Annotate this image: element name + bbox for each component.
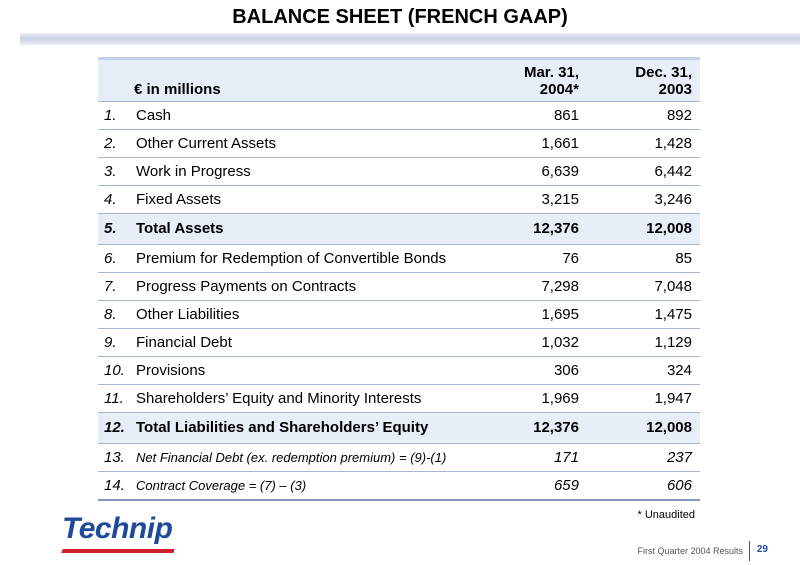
value-mar-2004: 6,639: [474, 157, 587, 185]
value-mar-2004: 1,661: [474, 129, 587, 157]
table-row: [98, 300, 700, 328]
row-label: Total Liabilities and Shareholders’ Equity: [134, 412, 474, 443]
column-header-dec-2003-line2: 2003: [658, 80, 692, 98]
table-row: [98, 471, 700, 500]
table-row: [98, 384, 700, 412]
row-label: Financial Debt: [134, 328, 474, 356]
row-label: Shareholders’ Equity and Minority Interests: [134, 384, 474, 412]
value-mar-2004: 306: [474, 356, 587, 384]
value-mar-2004: 3,215: [474, 185, 587, 213]
unit-label: € in millions: [134, 80, 221, 98]
footnote-unaudited: * Unaudited: [637, 509, 695, 521]
table-row: [98, 157, 700, 185]
row-number: 7.: [98, 272, 134, 300]
value-mar-2004: 12,376: [474, 412, 587, 443]
value-mar-2004: 659: [474, 471, 587, 500]
value-dec-2003: 3,246: [587, 185, 700, 213]
row-number: 3.: [98, 157, 134, 185]
row-label: Net Financial Debt (ex. redemption premium) = (9)-(1): [134, 443, 474, 471]
table-header-row: [98, 60, 700, 101]
footer-separator: [749, 541, 750, 561]
value-dec-2003: 237: [587, 443, 700, 471]
row-number: 2.: [98, 129, 134, 157]
footer-caption: First Quarter 2004 Results: [637, 546, 743, 556]
table-row: [98, 213, 700, 244]
value-dec-2003: 1,475: [587, 300, 700, 328]
table-row: [98, 185, 700, 213]
row-number: 11.: [98, 384, 134, 412]
page-number: 29: [756, 544, 768, 555]
value-dec-2003: 1,428: [587, 129, 700, 157]
row-label: Total Assets: [134, 213, 474, 244]
column-header-mar-2004: [474, 60, 587, 101]
logo-text: Technip: [62, 512, 173, 545]
row-label: Fixed Assets: [134, 185, 474, 213]
row-label: Other Current Assets: [134, 129, 474, 157]
row-number: 4.: [98, 185, 134, 213]
row-number: 1.: [98, 101, 134, 129]
table-row: [98, 328, 700, 356]
row-number: 14.: [98, 471, 134, 500]
row-number: 5.: [98, 213, 134, 244]
technip-logo: [62, 512, 172, 546]
column-header-dec-2003: [587, 60, 700, 101]
table-row: [98, 101, 700, 129]
row-number: 8.: [98, 300, 134, 328]
balance-sheet-table-container: [98, 57, 700, 501]
value-dec-2003: 85: [587, 244, 700, 272]
value-mar-2004: 1,695: [474, 300, 587, 328]
balance-sheet-table: [98, 57, 700, 501]
row-label: Cash: [134, 101, 474, 129]
column-header-mar-2004-line2: 2004*: [539, 80, 579, 98]
value-dec-2003: 606: [587, 471, 700, 500]
value-dec-2003: 12,008: [587, 213, 700, 244]
row-number: 10.: [98, 356, 134, 384]
column-header-dec-2003-line1: Dec. 31,: [635, 63, 692, 81]
column-header-mar-2004-line1: Mar. 31,: [523, 63, 579, 81]
row-label: Other Liabilities: [134, 300, 474, 328]
value-mar-2004: 7,298: [474, 272, 587, 300]
table-row: [98, 244, 700, 272]
table-row: [98, 443, 700, 471]
value-mar-2004: 1,969: [474, 384, 587, 412]
table-row: [98, 272, 700, 300]
row-label: Provisions: [134, 356, 474, 384]
value-mar-2004: 76: [474, 244, 587, 272]
row-number: 9.: [98, 328, 134, 356]
value-dec-2003: 6,442: [587, 157, 700, 185]
row-label: Premium for Redemption of Convertible Bonds: [134, 244, 474, 272]
value-dec-2003: 324: [587, 356, 700, 384]
value-dec-2003: 892: [587, 101, 700, 129]
row-label: Progress Payments on Contracts: [134, 272, 474, 300]
value-mar-2004: 1,032: [474, 328, 587, 356]
row-number: 12.: [98, 412, 134, 443]
value-dec-2003: 7,048: [587, 272, 700, 300]
table-body: [98, 101, 700, 500]
value-dec-2003: 1,129: [587, 328, 700, 356]
table-row: [98, 129, 700, 157]
row-number: 13.: [98, 443, 134, 471]
logo-red-swoosh: [61, 549, 174, 553]
value-mar-2004: 12,376: [474, 213, 587, 244]
row-label: Contract Coverage = (7) – (3): [134, 471, 474, 500]
title-divider-bar: [20, 33, 800, 45]
table-row: [98, 412, 700, 443]
value-dec-2003: 1,947: [587, 384, 700, 412]
table-row: [98, 356, 700, 384]
page-title: BALANCE SHEET (FRENCH GAAP): [232, 6, 568, 28]
value-mar-2004: 861: [474, 101, 587, 129]
row-number: 6.: [98, 244, 134, 272]
value-mar-2004: 171: [474, 443, 587, 471]
row-label: Work in Progress: [134, 157, 474, 185]
value-dec-2003: 12,008: [587, 412, 700, 443]
